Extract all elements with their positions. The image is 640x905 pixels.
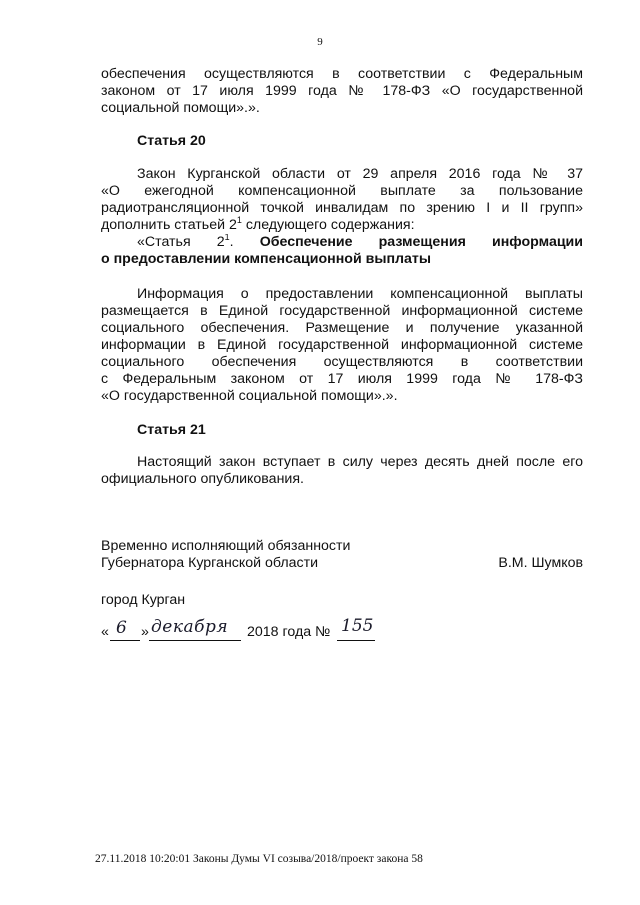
text-line: «О государственной социальной помощи».». <box>101 388 398 404</box>
signatory-name: В.М. Шумков <box>498 555 583 571</box>
text-line: «О ежегодной компенсационной выплате за пользование <box>101 183 583 199</box>
date-line <box>101 616 401 650</box>
signatory-title: Губернатора Курганской области <box>101 555 319 571</box>
superscript: 1 <box>236 215 242 225</box>
text-fragment: следующего содержания: <box>241 217 415 233</box>
text-fragment: «Статья 2 <box>137 234 225 250</box>
text-line: социальной помощи».». <box>101 100 260 116</box>
text-line: социального обеспечения осуществляются в соответствии <box>101 354 583 370</box>
text-line: обеспечения осуществляются в соответствии с Федеральным <box>101 66 583 82</box>
text-fragment: . <box>229 234 260 250</box>
text-line <box>101 217 583 234</box>
new-article-title <box>101 234 583 268</box>
text-line <box>101 234 583 251</box>
signatory-title: Временно исполняющий обязанности <box>101 538 351 554</box>
month-underline <box>149 640 241 641</box>
text-line: о предоставлении компенсационной выплаты <box>101 251 431 267</box>
text-line: социального обеспечения. Размещение и получение указанной <box>101 320 583 336</box>
article-20-heading: Статья 20 <box>137 133 206 149</box>
handwritten-day: 6 <box>116 618 127 638</box>
article-21-heading: Статья 21 <box>137 422 206 438</box>
open-quote: « <box>101 624 109 640</box>
superscript: 1 <box>224 234 230 242</box>
text-line: законом от 17 июля 1999 года № 178-ФЗ «О государственной <box>101 83 583 99</box>
page-number: 9 <box>317 36 323 48</box>
text-line: радиотрансляционной точкой инвалидам по зрению I и II групп» <box>101 200 583 216</box>
text-line: размещается в Единой государственной информационной системе <box>101 303 583 319</box>
text-line: Настоящий закон вступает в силу через десять дней после его <box>137 454 583 470</box>
year-text: 2018 года № <box>247 624 331 640</box>
text-line: Закон Курганской области от 29 апреля 2016 года № 37 <box>137 166 583 182</box>
text-fragment: дополнить статьей 2 <box>101 217 237 233</box>
footer-text: 27.11.2018 10:20:01 Законы Думы VI созыва/2018/проект закона 58 <box>95 853 423 865</box>
bold-text: Обеспечение размещения информации <box>259 234 583 250</box>
number-underline <box>337 640 375 641</box>
article-21-paragraph <box>101 454 583 488</box>
handwritten-month: декабря <box>151 617 229 637</box>
top-paragraph <box>101 66 583 117</box>
close-quote: » <box>141 624 149 640</box>
signature-block <box>101 538 583 572</box>
article-20-paragraph <box>101 166 583 234</box>
day-underline <box>110 640 140 641</box>
text-line: Информация о предоставлении компенсационной выплаты <box>137 286 583 302</box>
info-paragraph <box>101 286 583 405</box>
handwritten-number: 155 <box>341 616 374 636</box>
text-line: информации в Единой государственной информационной системе <box>101 337 583 353</box>
city-line: город Курган <box>101 592 186 608</box>
text-line: с Федеральным законом от 17 июля 1999 года № 178-ФЗ <box>101 371 583 387</box>
text-line: официального опубликования. <box>101 471 304 487</box>
